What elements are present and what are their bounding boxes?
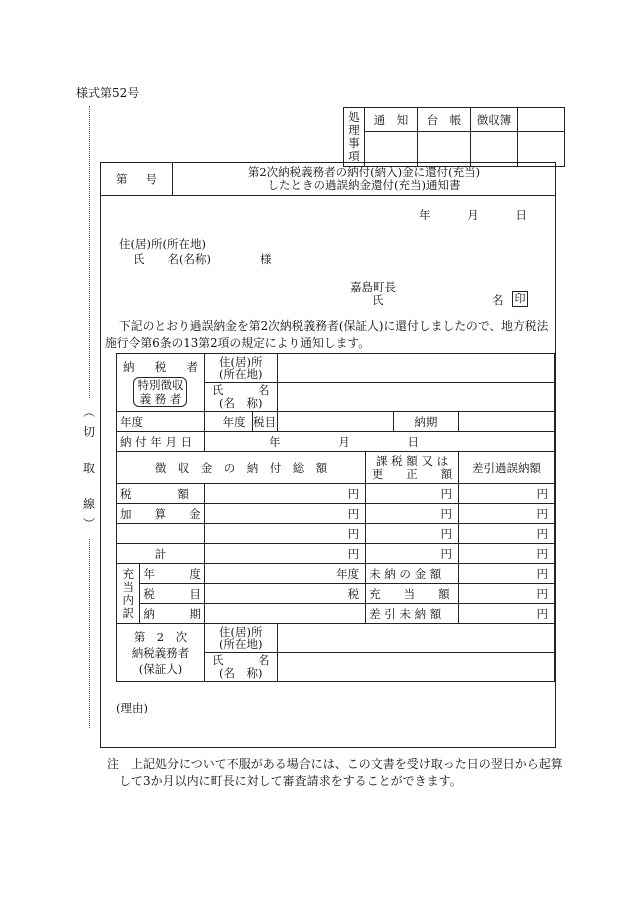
taxpayer-address-value xyxy=(277,354,554,383)
cut-line-label: ︵ 切 取 線 ︶ xyxy=(80,398,98,538)
second-obligor-label: 第 2 次 納税義務者 (保証人) xyxy=(117,624,205,682)
fiscal-year-value: 年度 xyxy=(204,412,252,432)
processing-col-notice: 通 知 xyxy=(365,108,418,132)
table-row: 納 期 差 引 未 納 額 円 xyxy=(117,604,555,624)
processing-col-blank xyxy=(518,108,565,132)
tax-item-label: 税目 xyxy=(252,412,277,432)
issue-date: 年 月 日 xyxy=(419,208,527,222)
table-row: 加 算 金 円 円 円 xyxy=(117,504,555,524)
taxpayer-name-value xyxy=(277,383,554,412)
col-header-assessed: 課 税 額 又 は 更 正 額 xyxy=(366,452,459,484)
processing-label: 処 理 事 項 xyxy=(344,108,365,167)
table-row: 円 円 円 xyxy=(117,524,555,544)
addressee-honorific: 様 xyxy=(260,252,272,266)
document-number: 第 号 xyxy=(101,163,173,195)
form-title: 第2次納税義務者の納付(納入)金に還付(充当) したときの過誤納金還付(充当)通知書 xyxy=(247,165,481,192)
table-row: 税 額 円 円 円 xyxy=(117,484,555,504)
taxpayer-address-label: 住(居)所 (所在地) xyxy=(204,354,277,383)
processing-col-collection: 徴収簿 xyxy=(471,108,518,132)
due-period-label: 納期 xyxy=(393,412,458,432)
col-header-overpaid: 差引過誤納額 xyxy=(459,452,555,484)
second-obligor-address-value xyxy=(277,624,554,653)
addressee-name-label: 氏 名(名称) xyxy=(133,252,211,266)
form-header xyxy=(101,163,555,196)
details-table xyxy=(116,353,555,682)
table-row: 税 目 税 充 当 額 円 xyxy=(117,584,555,604)
issuer-name-label: 氏 xyxy=(372,293,384,307)
issuer-name-label-2: 名 xyxy=(492,293,504,307)
seal-mark: 印 xyxy=(512,291,528,307)
taxpayer-name-label: 氏 名 (名 称) xyxy=(204,383,277,412)
table-row: 充 当 内 訳 年 度 年度 未 納 の 金 額 円 xyxy=(117,564,555,584)
processing-col-ledger: 台 帳 xyxy=(418,108,471,132)
processing-table xyxy=(343,107,565,167)
row-sum-label: 計 xyxy=(117,544,205,564)
notice-form xyxy=(100,162,556,748)
fiscal-year-label: 年度 xyxy=(117,412,205,432)
second-obligor-name-value xyxy=(277,653,554,682)
payment-date-label: 納 付 年 月 日 xyxy=(117,432,205,452)
second-obligor-name-label: 氏 名 (名 称) xyxy=(204,653,277,682)
tax-item-value xyxy=(277,412,393,432)
due-period-value xyxy=(459,412,555,432)
reason-label: (理由) xyxy=(116,701,148,715)
allotment-label: 充 当 内 訳 xyxy=(117,564,140,624)
body-text-2: 施行令第6条の13第2項の規定により通知します。 xyxy=(105,336,371,350)
table-row: 計 円 円 円 xyxy=(117,544,555,564)
footnote: 注 上記処分について不服がある場合には、この文書を受け取った日の翌日から起算 して3か月以内に町長に対して審査請求をすることができます。 xyxy=(107,757,563,788)
form-number: 様式第52号 xyxy=(76,86,140,100)
second-obligor-address-label: 住(居)所 (所在地) xyxy=(204,624,277,653)
row-tax-label: 税 額 xyxy=(117,484,205,504)
addressee-address-label: 住(居)所(所在地) xyxy=(119,237,206,251)
payment-date-value: 年 月 日 xyxy=(204,432,554,452)
taxpayer-label: 納 税 者 特別徴収 義 務 者 xyxy=(117,354,205,412)
row-surcharge-label: 加 算 金 xyxy=(117,504,205,524)
issuer-title: 嘉島町長 xyxy=(350,280,396,294)
col-header-total: 徴 収 金 の 納 付 総 額 xyxy=(117,452,366,484)
body-text-1: 下記のとおり過誤納金を第2次納税義務者(保証人)に還付しましたので、地方税法 xyxy=(119,319,549,333)
